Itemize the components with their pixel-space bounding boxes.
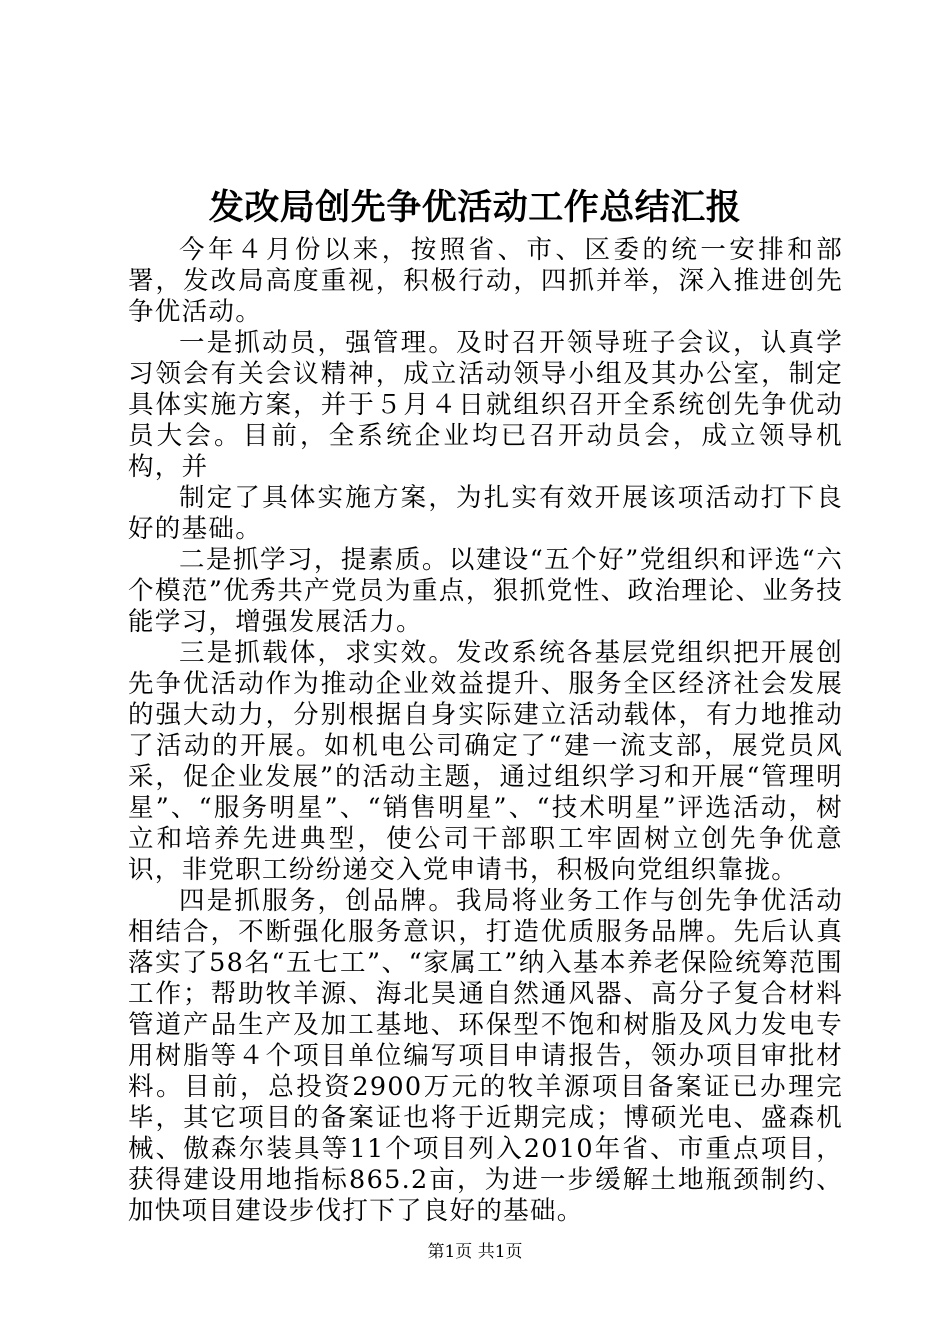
document-body bbox=[128, 235, 843, 1227]
paragraph-service: 四是抓服务，创品牌。我局将业务工作与创先争优活动相结合，不断强化服务意识，打造优质服务品牌。先后认真落实了58名“五七工”、“家属工”纳入基本养老保险统筹范围工作；帮助牧羊源、海北昊通自然通风器、高分子复合材料管道产品生产及加工基地、环保型不饱和树脂及风力发电专用树脂等４个项目单位编写项目申请报告，领办项目审批材料。目前，总投资2900万元的牧羊源项目备案证已办理完毕，其它项目的备案证也将于近期完成；博硕光电、盛森机械、傲森尔装具等11个项目列入2010年省、市重点项目，获得建设用地指标865.2亩，为进一步缓解土地瓶颈制约、加快项目建设步伐打下了良好的基础。 bbox=[128, 886, 843, 1226]
paragraph-intro: 今年４月份以来，按照省、市、区委的统一安排和部署，发改局高度重视，积极行动，四抓并举，深入推进创先争优活动。 bbox=[128, 235, 843, 327]
paragraph-mobilization-continued: 制定了具体实施方案，为扎实有效开展该项活动打下良好的基础。 bbox=[128, 483, 843, 544]
paragraph-mobilization: 一是抓动员，强管理。及时召开领导班子会议，认真学习领会有关会议精神，成立活动领导小组及其办公室，制定具体实施方案，并于５月４日就组织召开全系统创先争优动员大会。目前，全系统企业均已召开动员会，成立领导机构，并 bbox=[128, 328, 843, 482]
paragraph-study: 二是抓学习，提素质。以建设“五个好”党组织和评选“六个模范”优秀共产党员为重点，狠抓党性、政治理论、业务技能学习，增强发展活力。 bbox=[128, 545, 843, 637]
document-title: 发改局创先争优活动工作总结汇报 bbox=[208, 187, 742, 228]
paragraph-carrier: 三是抓载体，求实效。发改系统各基层党组织把开展创先争优活动作为推动企业效益提升、服务全区经济社会发展的强大动力，分别根据自身实际建立活动载体，有力地推动了活动的开展。如机电公司确定了“建一流支部，展党员风采，促企业发展”的活动主题，通过组织学习和开展“管理明星”、“服务明星”、“销售明星”、“技术明星”评选活动，树立和培养先进典型，使公司干部职工牢固树立创先争优意识，非党职工纷纷递交入党申请书，积极向党组织靠拢。 bbox=[128, 638, 843, 885]
page-footer: 第1页 共1页 bbox=[427, 1242, 523, 1262]
